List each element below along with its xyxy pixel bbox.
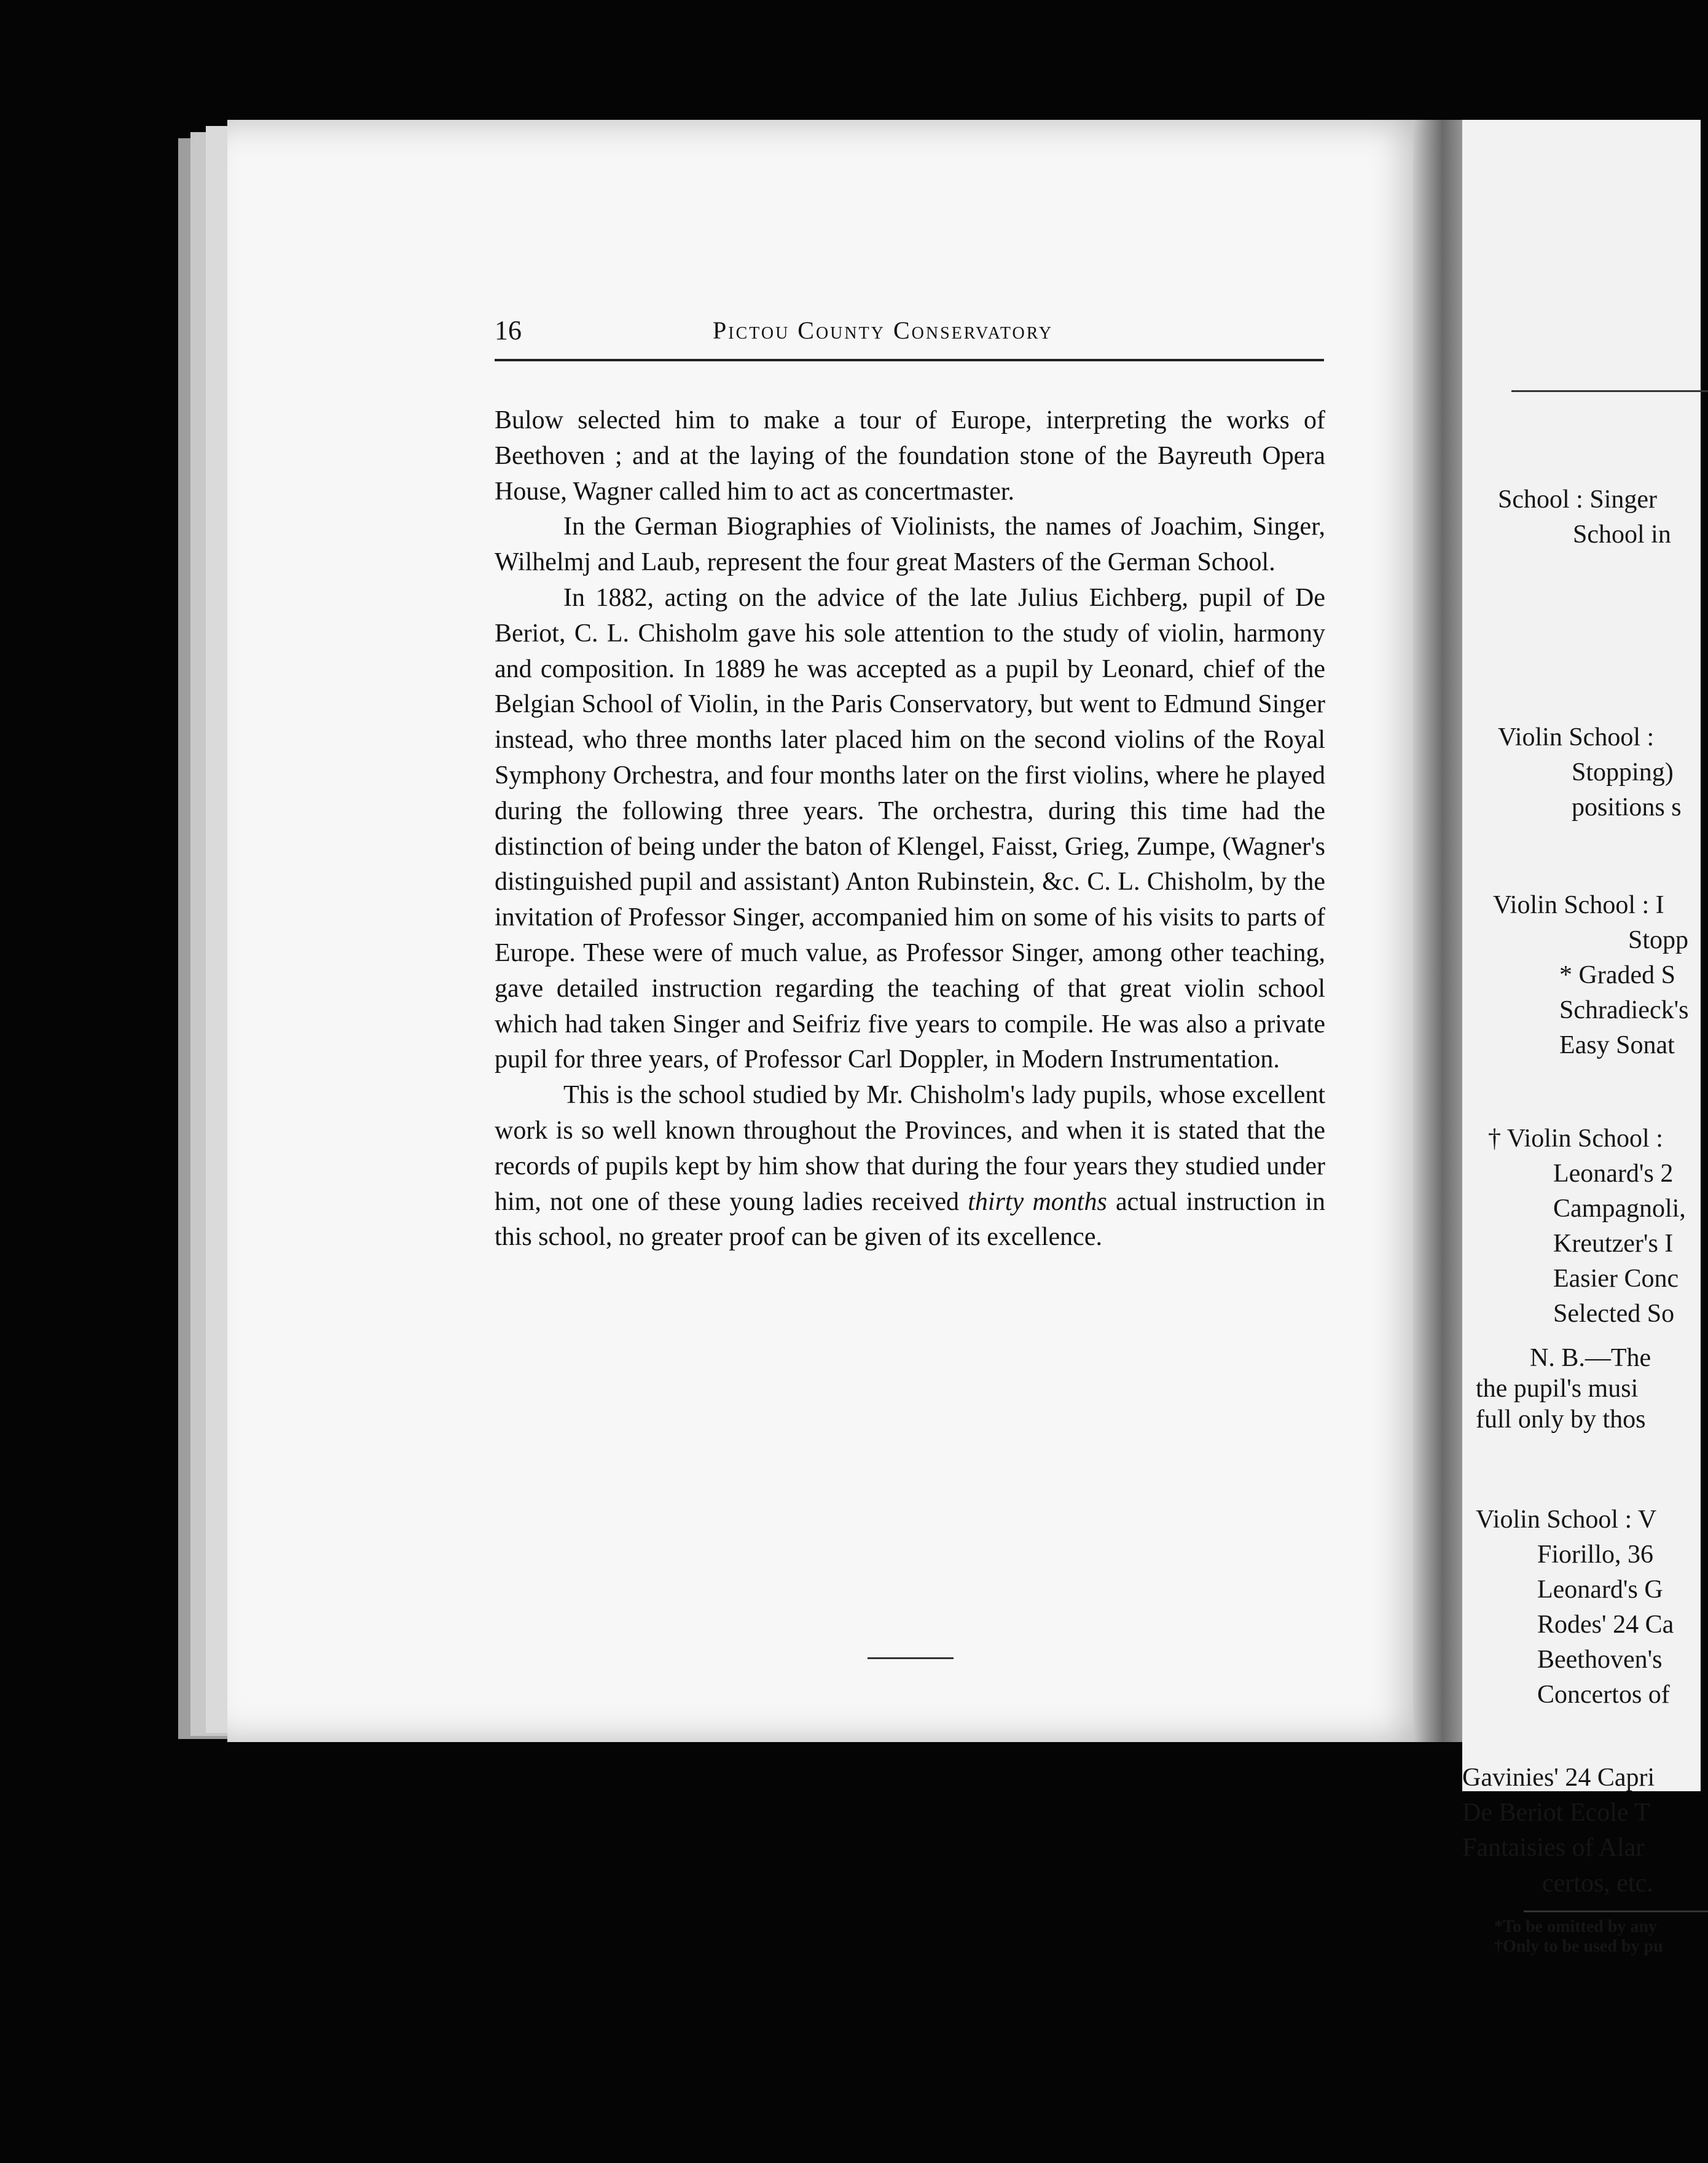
- paragraph-last: [495, 1078, 1325, 1255]
- paragraph: In 1882, acting on the advice of the late Julius Eichberg, pupil of De Beriot, C. L. Chisholm gave his sole attention to the study of violin, harmony and composition. In 1889 he was accepted as a pupil by Leonard, chief of the Belgian School of Violin, in the Paris Conservatory, but went to Edmund Singer instead, who three months later placed him on the second violins of the Royal Symphony Orchestra, and four months later on the first violins, where he played during the following three years. The orchestra, during this time had the distinction of being under the baton of Klengel, Faisst, Grieg, Zumpe, (Wagner's distinguished pupil and assistant) Anton Rubinstein, &c. C. L. Chisholm, by the invitation of Professor Singer, accompanied him on some of his visits to parts of Europe. These were of much value, as Professor Singer, among other teaching, gave detailed instruction regarding the teaching of that great violin school which had taken Singer and Seifriz five years to compile. He was also a private pupil for three years, of Professor Carl Doppler, in Modern Instrumentation.: [495, 583, 1325, 1074]
- right-line: full only by thos: [1476, 1405, 1646, 1434]
- right-line: Rodes' 24 Ca: [1537, 1611, 1674, 1639]
- right-header-rule: [1511, 390, 1708, 392]
- paragraph: Bulow selected him to make a tour of Europe, interpreting the works of Beethoven ; and at the laying of the foundation stone of the Bayreuth Opera House, Wagner called him to act as concertmaster.: [495, 406, 1325, 506]
- right-line: Leonard's G: [1537, 1576, 1663, 1604]
- footnote: †Only to be used by pu: [1494, 1937, 1663, 1956]
- right-line: Violin School : I: [1493, 891, 1664, 919]
- right-line: Schradieck's: [1559, 996, 1689, 1024]
- page-number: 16: [495, 315, 522, 345]
- right-line: Concertos of: [1537, 1681, 1670, 1709]
- right-line: * Graded S: [1559, 961, 1675, 989]
- right-line: School : Singer: [1498, 485, 1657, 514]
- text-run: actual instruction in this school, no greater proof can be given of its excellence.: [495, 1187, 1325, 1252]
- right-line: Kreutzer's I: [1553, 1230, 1674, 1258]
- paragraph: In the German Biographies of Violinists, the names of Joachim, Singer, Wilhelmj and Laub, represent the four great Masters of the German School.: [495, 512, 1325, 577]
- right-line: Violin School :: [1498, 723, 1655, 752]
- right-line: Beethoven's: [1537, 1646, 1663, 1674]
- right-line: the pupil's musi: [1476, 1375, 1639, 1403]
- emphasis-text: thirty months: [968, 1187, 1107, 1216]
- right-line: Campagnoli,: [1553, 1195, 1686, 1223]
- right-line: Easier Conc: [1553, 1265, 1679, 1293]
- footnote-rule: [1524, 1910, 1708, 1912]
- right-line: Stopp: [1628, 926, 1689, 954]
- right-page: [1462, 120, 1701, 1956]
- right-line: positions s: [1572, 793, 1682, 822]
- right-line: † Violin School :: [1488, 1125, 1663, 1153]
- text-run: This is the school studied by Mr. Chisholm's lady pupils, whose excellent work is so well known throughout the Provinces, and when it is stated that the records of pupils kept by him show that during the four years they studied under him, not one of these young ladies received: [495, 1081, 1325, 1216]
- right-line: Violin School : V: [1476, 1505, 1657, 1534]
- right-line: Leonard's 2: [1553, 1160, 1674, 1188]
- section-end-rule: [868, 1657, 954, 1659]
- right-line: Selected So: [1553, 1300, 1675, 1328]
- right-line: certos, etc.: [1542, 1869, 1653, 1898]
- footnote: *To be omitted by any: [1494, 1917, 1658, 1936]
- right-line: N. B.—The: [1530, 1344, 1651, 1372]
- right-line: Fiorillo, 36: [1537, 1541, 1654, 1569]
- right-line: School in: [1573, 520, 1671, 549]
- header-title: Pictou County Conservatory: [713, 316, 1054, 344]
- right-line: Fantaisies of Alar: [1462, 1834, 1645, 1862]
- running-head: [495, 315, 1324, 351]
- body-text: [495, 403, 1325, 1255]
- right-line: Gavinies' 24 Capri: [1462, 1764, 1655, 1792]
- header-rule: [495, 359, 1324, 361]
- right-line: Easy Sonat: [1559, 1031, 1675, 1059]
- right-line: De Beriot Ecole T: [1462, 1799, 1650, 1827]
- right-line: Stopping): [1572, 758, 1674, 787]
